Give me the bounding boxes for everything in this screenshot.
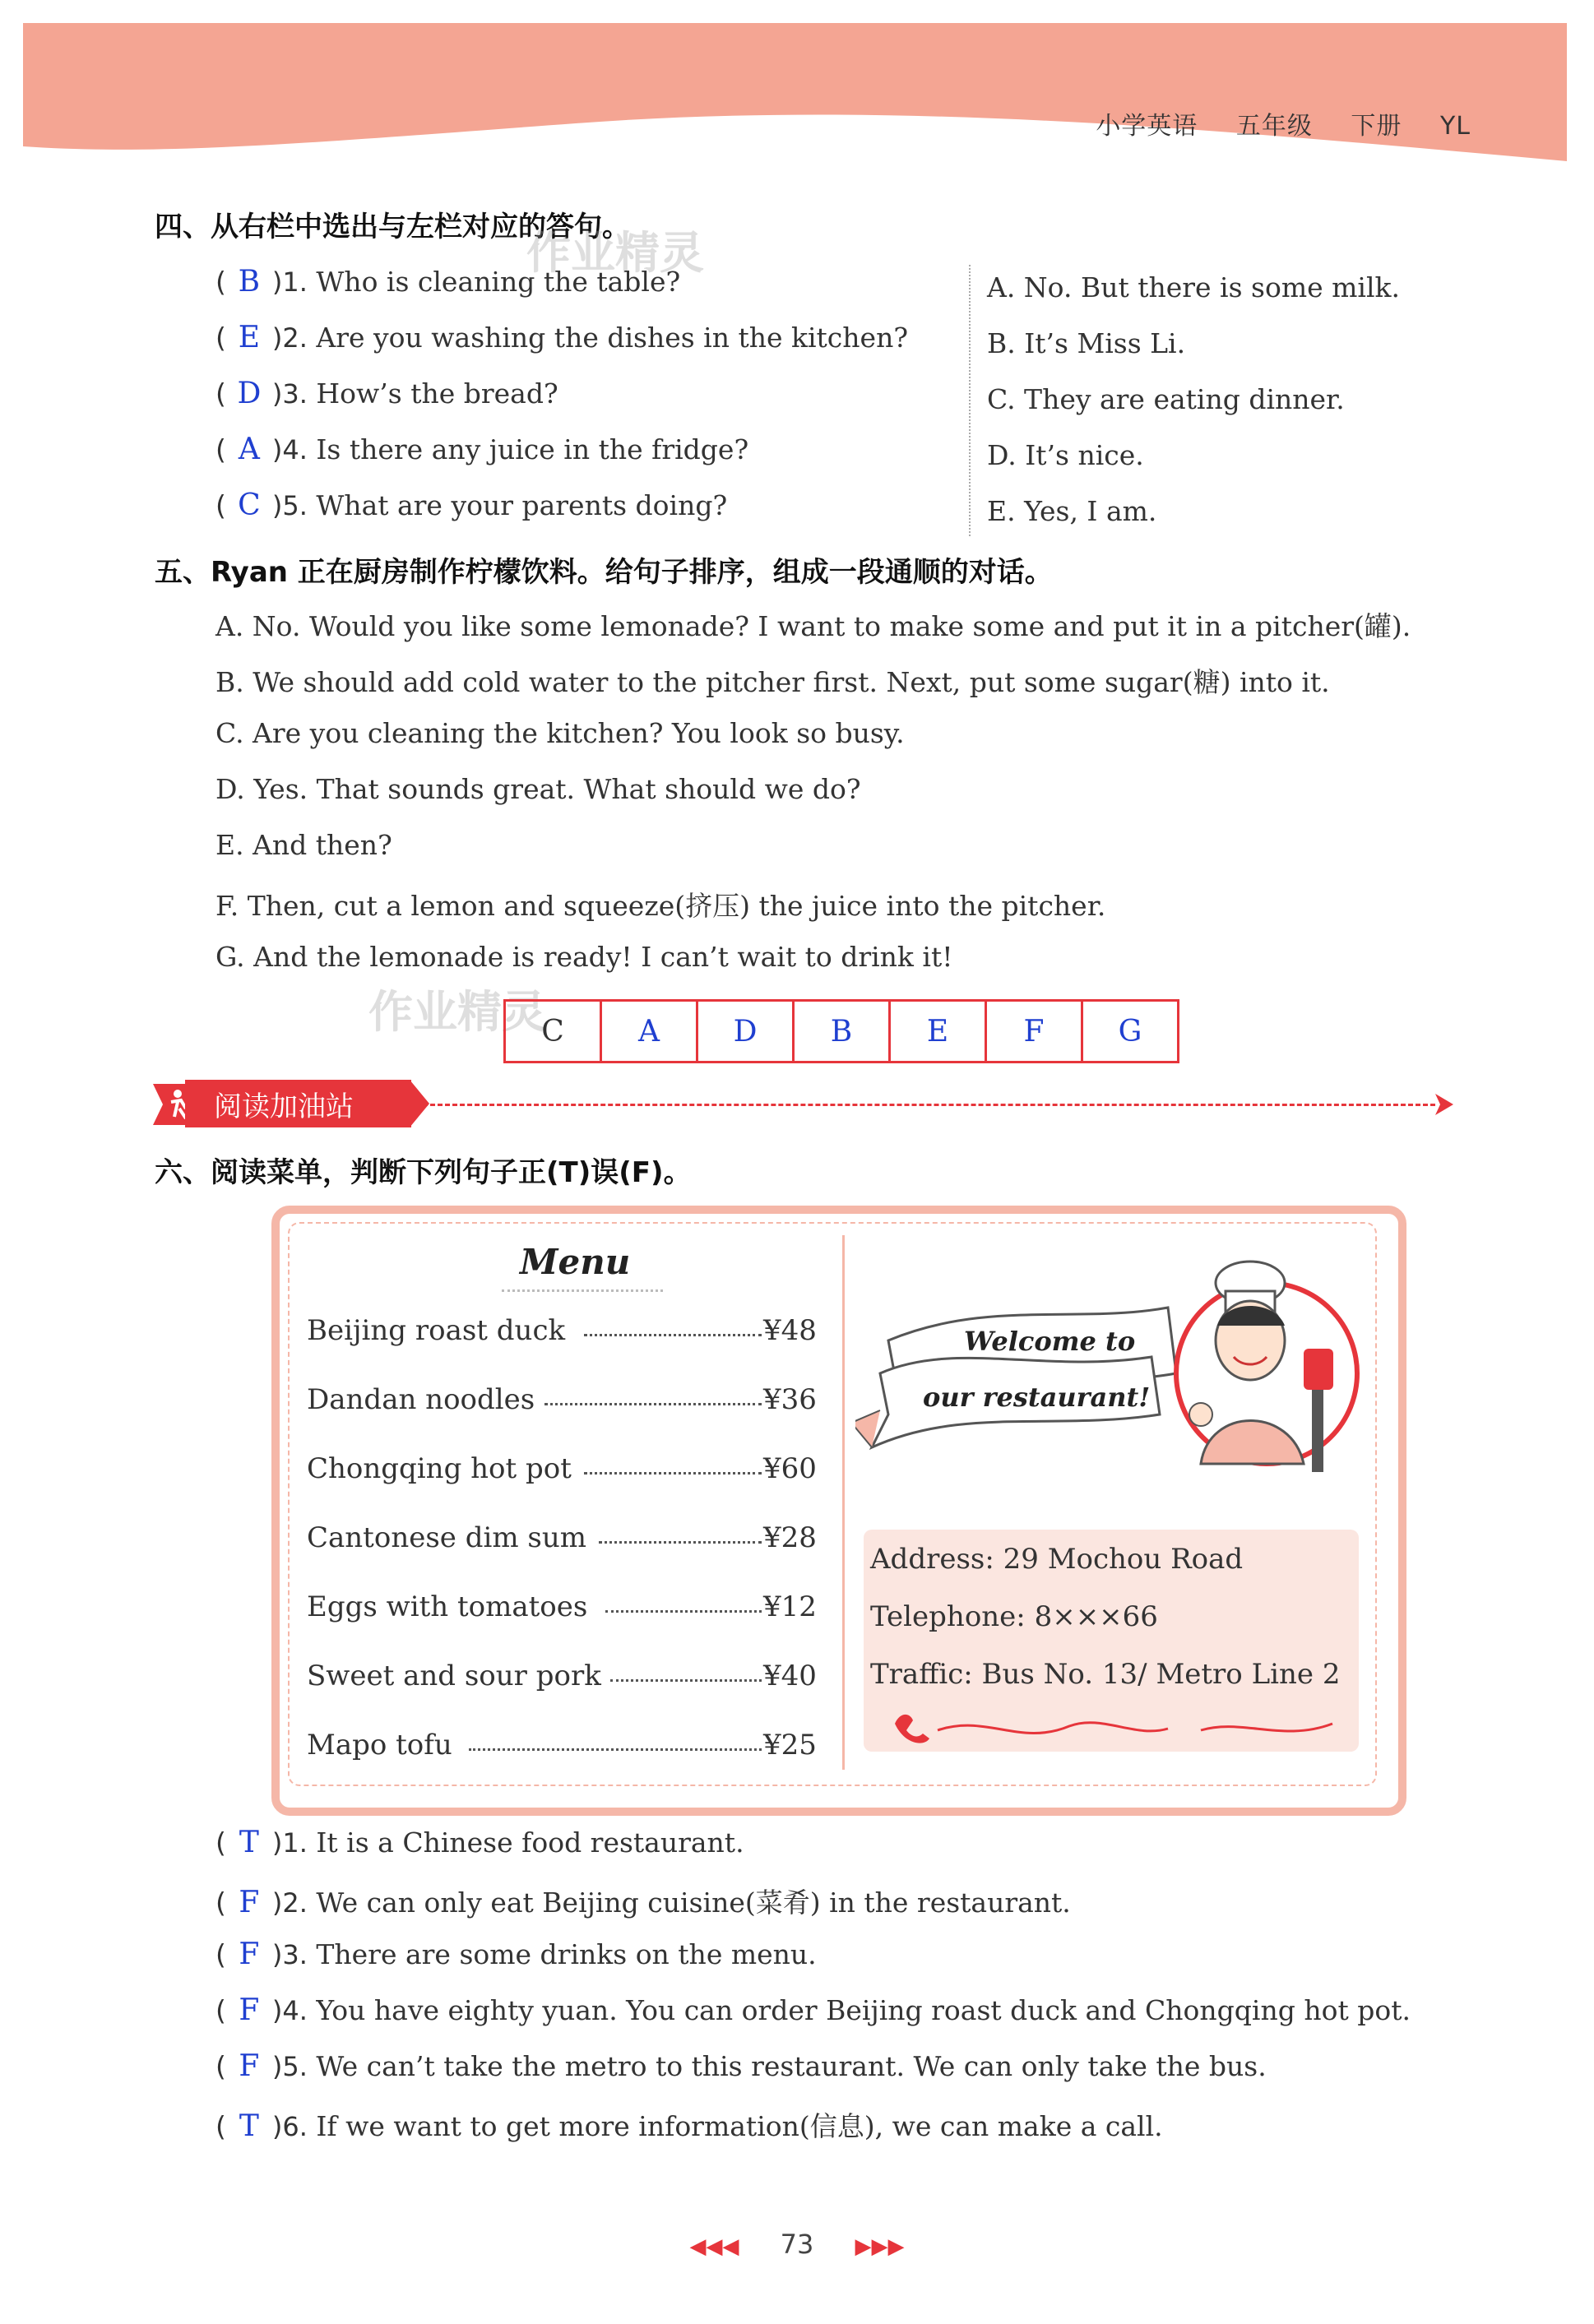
menu-leader bbox=[605, 1610, 762, 1613]
match-option-b: B. It’s Miss Li. bbox=[987, 327, 1186, 359]
menu-leader bbox=[584, 1472, 762, 1474]
restaurant-telephone: Telephone: 8×××66 bbox=[870, 1600, 1158, 1633]
menu-item-name: Cantonese dim sum bbox=[307, 1521, 586, 1554]
match-question-5: ( C )5. What are your parents doing? bbox=[215, 488, 728, 522]
menu-item-price: ¥28 bbox=[763, 1521, 817, 1554]
welcome-text-2: our restaurant! bbox=[923, 1382, 1151, 1413]
menu-item-price: ¥25 bbox=[763, 1729, 817, 1762]
menu-leader bbox=[544, 1403, 762, 1405]
menu-leader bbox=[610, 1679, 762, 1682]
header-volume: 下册 bbox=[1351, 112, 1402, 141]
sequence-cell: E bbox=[890, 1001, 986, 1062]
restaurant-traffic: Traffic: Bus No. 13/ Metro Line 2 bbox=[870, 1658, 1341, 1691]
header-grade: 五年级 bbox=[1235, 112, 1313, 141]
header-info bbox=[1066, 105, 1471, 141]
menu-item-name: Dandan noodles bbox=[307, 1383, 535, 1416]
match-question-4: ( A )4. Is there any juice in the fridge? bbox=[215, 433, 749, 466]
header-subject: 小学英语 bbox=[1096, 112, 1198, 141]
arrow-right-icon bbox=[1435, 1094, 1453, 1115]
menu-item-name: Beijing roast duck bbox=[307, 1314, 566, 1347]
menu-divider bbox=[842, 1235, 845, 1770]
answer: T bbox=[239, 1826, 259, 1859]
next-arrows-icon: ▶▶▶ bbox=[855, 2234, 905, 2259]
menu-leader bbox=[584, 1334, 762, 1336]
tf-question-5: ( F )5. We can’t take the metro to this restaurant. We can only take the bus. bbox=[215, 2049, 1267, 2083]
menu-item-price: ¥40 bbox=[763, 1660, 817, 1692]
section4-title: 四、从右栏中选出与左栏对应的答句。 bbox=[155, 211, 630, 243]
match-option-e: E. Yes, I am. bbox=[987, 495, 1157, 527]
menu-item-price: ¥48 bbox=[763, 1314, 817, 1347]
menu-item-name: Mapo tofu bbox=[307, 1729, 452, 1762]
page-footer bbox=[0, 2229, 1594, 2260]
answer: C bbox=[238, 488, 261, 522]
match-option-d: D. It’s nice. bbox=[987, 439, 1144, 471]
answer: T bbox=[239, 2109, 259, 2143]
match-question-1: ( B )1. Who is cleaning the table? bbox=[215, 265, 681, 299]
answer: F bbox=[239, 2049, 260, 2083]
menu-item-price: ¥12 bbox=[763, 1590, 817, 1623]
sequence-cell: F bbox=[986, 1001, 1082, 1062]
header-edition: YL bbox=[1439, 112, 1471, 141]
sequence-cell: B bbox=[794, 1001, 890, 1062]
restaurant-address: Address: 29 Mochou Road bbox=[870, 1543, 1244, 1576]
menu-leader bbox=[469, 1748, 762, 1751]
match-question-3: ( D )3. How’s the bread? bbox=[215, 377, 558, 410]
menu-leader bbox=[599, 1541, 762, 1544]
watermark: 作业精灵 bbox=[368, 986, 546, 1038]
tf-question-4: ( F )4. You have eighty yuan. You can order Beijing roast duck and Chongqing hot pot. bbox=[215, 1993, 1411, 2027]
answer: B bbox=[238, 265, 261, 299]
dialogue-line-e: E. And then? bbox=[215, 829, 392, 861]
menu-title: Menu bbox=[520, 1242, 631, 1282]
match-option-c: C. They are eating dinner. bbox=[987, 383, 1345, 415]
answer: E bbox=[238, 321, 261, 354]
dialogue-line-d: D. Yes. That sounds great. What should we do? bbox=[215, 773, 861, 805]
menu-item-name: Sweet and sour pork bbox=[307, 1660, 601, 1692]
dialogue-line-a: A. No. Would you like some lemonade? I want to make some and put it in a pitcher(罐). bbox=[215, 610, 1411, 642]
reading-banner-label: 阅读加油站 bbox=[214, 1090, 354, 1123]
answer: A bbox=[238, 433, 260, 466]
phone-cord-icon bbox=[888, 1706, 1349, 1747]
page-number: 73 bbox=[780, 2229, 814, 2260]
menu-title-underline bbox=[502, 1289, 663, 1292]
tf-question-2: ( F )2. We can only eat Beijing cuisine(菜肴) in the restaurant. bbox=[215, 1886, 1071, 1919]
tf-question-1: ( T )1. It is a Chinese food restaurant. bbox=[215, 1826, 744, 1859]
sequence-cell: C bbox=[505, 1001, 601, 1062]
answer: D bbox=[237, 377, 262, 410]
answer: F bbox=[239, 1937, 260, 1971]
match-option-a: A. No. But there is some milk. bbox=[987, 271, 1401, 303]
section5-title: 五、Ryan 正在厨房制作柠檬饮料。给句子排序，组成一段通顺的对话。 bbox=[155, 556, 1053, 589]
section6-title: 六、阅读菜单，判断下列句子正(T)误(F)。 bbox=[155, 1156, 692, 1189]
welcome-text-1: Welcome to bbox=[964, 1326, 1136, 1357]
sequence-cell: A bbox=[601, 1001, 697, 1062]
dialogue-line-c: C. Are you cleaning the kitchen? You look so busy. bbox=[215, 717, 905, 749]
sequence-answer-table bbox=[503, 999, 1179, 1063]
tf-question-3: ( F )3. There are some drinks on the menu. bbox=[215, 1937, 817, 1971]
match-question-2: ( E )2. Are you washing the dishes in the kitchen? bbox=[215, 321, 909, 354]
dialogue-line-b: B. We should add cold water to the pitcher first. Next, put some sugar(糖) into it. bbox=[215, 666, 1330, 698]
column-divider bbox=[969, 265, 971, 536]
answer: F bbox=[239, 1886, 260, 1919]
menu-item-name: Chongqing hot pot bbox=[307, 1452, 572, 1485]
sequence-cell: G bbox=[1082, 1001, 1179, 1062]
sequence-cell: D bbox=[697, 1001, 794, 1062]
dialogue-line-g: G. And the lemonade is ready! I can’t wait to drink it! bbox=[215, 941, 953, 973]
menu-item-price: ¥36 bbox=[763, 1383, 817, 1416]
dialogue-line-f: F. Then, cut a lemon and squeeze(挤压) the juice into the pitcher. bbox=[215, 890, 1106, 922]
watermark: 作业精灵 bbox=[526, 227, 704, 279]
answer: F bbox=[239, 1993, 260, 2027]
prev-arrows-icon: ◀◀◀ bbox=[689, 2234, 739, 2259]
banner-dashed-line bbox=[415, 1104, 1435, 1106]
menu-item-price: ¥60 bbox=[763, 1452, 817, 1485]
tf-question-6: ( T )6. If we want to get more information(信息), we can make a call. bbox=[215, 2109, 1163, 2143]
menu-item-name: Eggs with tomatoes bbox=[307, 1590, 588, 1623]
